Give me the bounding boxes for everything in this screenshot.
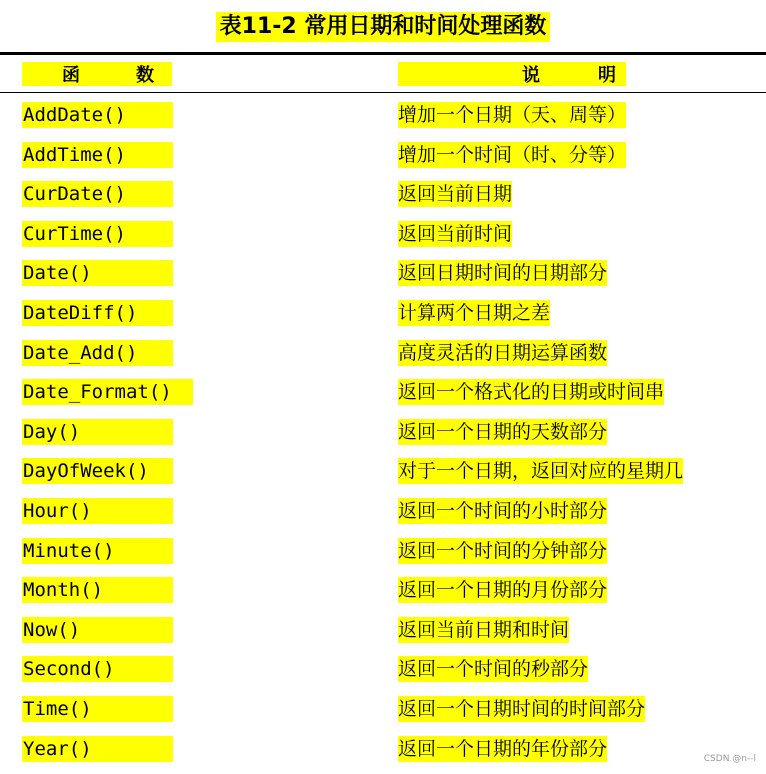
table-row — [0, 373, 766, 413]
function-name: Now() — [22, 617, 173, 643]
function-description: 返回一个时间的秒部分 — [398, 658, 589, 681]
function-name: Date() — [22, 260, 173, 286]
function-description: 增加一个日期（天、周等） — [398, 104, 627, 126]
table-row — [0, 532, 766, 572]
function-name: Minute() — [22, 538, 173, 564]
table-row — [0, 254, 766, 294]
function-name: CurDate() — [22, 181, 173, 207]
header-function-column — [22, 62, 172, 86]
function-name: Year() — [22, 736, 173, 762]
function-name: Second() — [22, 656, 173, 682]
header-description-char-1: 说 — [522, 65, 540, 86]
table-header-row — [0, 62, 766, 88]
function-description: 返回一个日期的天数部分 — [398, 420, 608, 443]
function-name: CurTime() — [22, 221, 173, 247]
function-name: Time() — [22, 696, 173, 722]
function-name: AddDate() — [22, 102, 173, 128]
table-row — [0, 294, 766, 334]
function-description: 返回一个日期时间的时间部分 — [398, 697, 646, 720]
table-row — [0, 650, 766, 690]
table-header-rule — [0, 92, 766, 93]
function-description: 高度灵活的日期运算函数 — [398, 341, 608, 364]
table-row — [0, 690, 766, 730]
header-function-char-1: 函 — [62, 65, 80, 86]
table-row — [0, 334, 766, 374]
function-name: Day() — [22, 419, 173, 445]
function-name: Date_Format() — [22, 379, 193, 405]
function-description: 返回当前日期 — [398, 183, 513, 206]
table-row — [0, 136, 766, 176]
function-description: 计算两个日期之差 — [398, 301, 551, 324]
table-row — [0, 730, 766, 770]
table-caption — [0, 12, 766, 42]
function-description: 返回一个时间的分钟部分 — [398, 539, 608, 562]
header-description-column — [398, 62, 626, 86]
function-name: Month() — [22, 577, 173, 603]
table-row — [0, 96, 766, 136]
function-description: 返回一个日期的月份部分 — [398, 579, 608, 602]
table-row — [0, 175, 766, 215]
function-name: AddTime() — [22, 142, 173, 168]
function-description: 对于一个日期，返回对应的星期几 — [398, 460, 684, 483]
table-row — [0, 492, 766, 532]
function-description: 返回当前日期和时间 — [398, 618, 570, 641]
table-caption-text: 表11-2 常用日期和时间处理函数 — [216, 12, 551, 42]
function-description: 返回一个格式化的日期或时间串 — [398, 381, 665, 404]
function-name: DayOfWeek() — [22, 458, 173, 484]
header-description-char-2: 明 — [598, 65, 616, 86]
table-row — [0, 413, 766, 453]
table-body — [0, 96, 766, 769]
watermark-text: CSDN @n--l — [703, 754, 756, 764]
function-name: Hour() — [22, 498, 173, 524]
function-description: 增加一个时间（时、分等） — [398, 143, 627, 166]
header-function-char-2: 数 — [136, 65, 154, 86]
table-top-rule — [0, 52, 766, 55]
table-row — [0, 571, 766, 611]
function-name: Date_Add() — [22, 340, 173, 366]
table-row — [0, 215, 766, 255]
function-description: 返回一个时间的小时部分 — [398, 499, 608, 522]
function-description: 返回一个日期的年份部分 — [398, 737, 608, 760]
function-description: 返回当前时间 — [398, 222, 513, 245]
function-description: 返回日期时间的日期部分 — [398, 262, 608, 285]
function-name: DateDiff() — [22, 300, 173, 326]
table-row — [0, 611, 766, 651]
table-row — [0, 452, 766, 492]
